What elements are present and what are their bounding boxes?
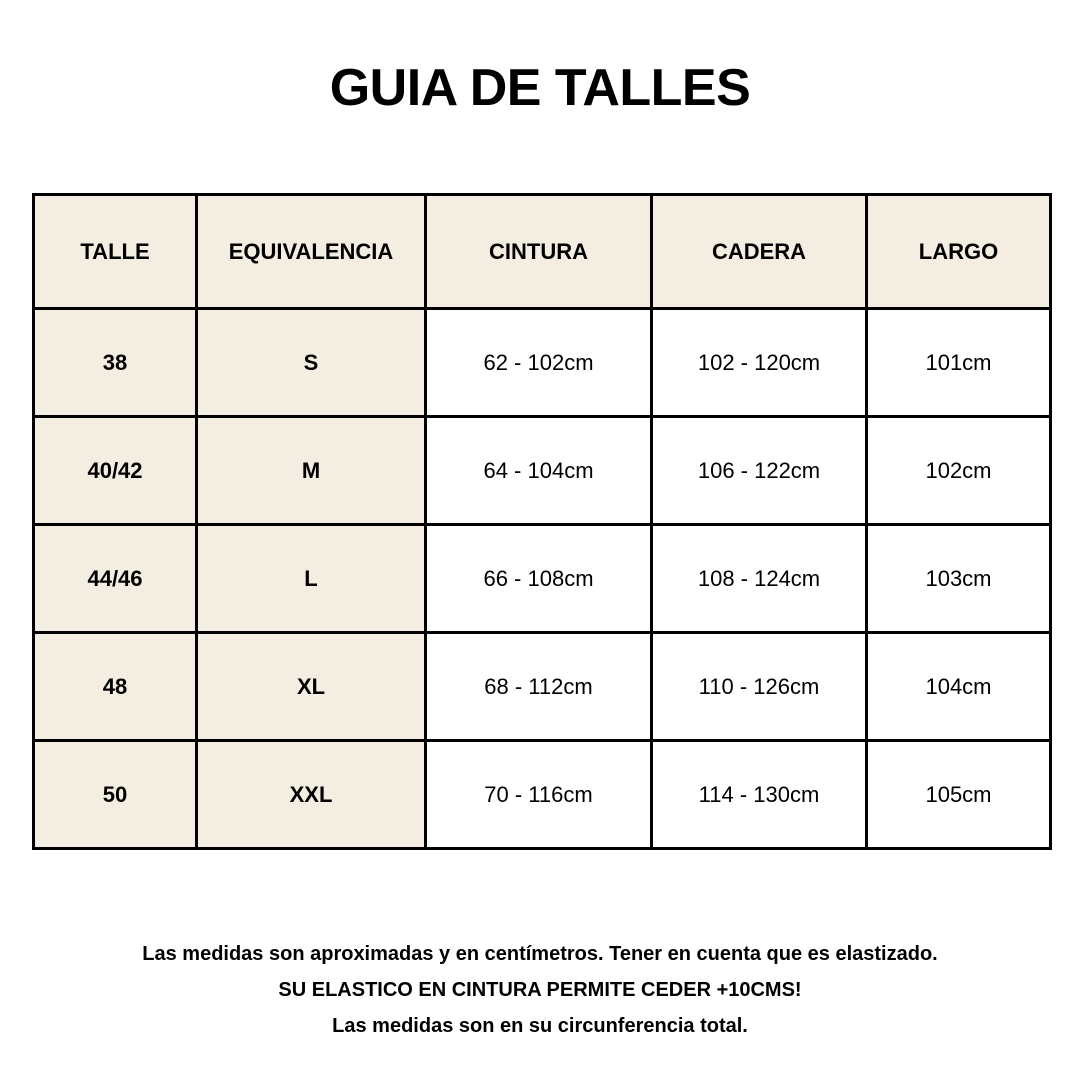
header-cintura: CINTURA [426,195,652,309]
size-guide-table [32,193,1052,850]
cell-cadera: 102 - 120cm [652,309,867,417]
cell-cintura: 70 - 116cm [426,741,652,849]
table-row [34,309,1051,417]
header-largo: LARGO [867,195,1051,309]
note-elastic-waist: SU ELASTICO EN CINTURA PERMITE CEDER +10CMS! [278,979,802,1001]
cell-talle: 40/42 [34,417,197,525]
table-header-row [34,195,1051,309]
cell-cintura: 66 - 108cm [426,525,652,633]
table-row [34,633,1051,741]
table-row [34,417,1051,525]
header-cadera: CADERA [652,195,867,309]
cell-talle: 38 [34,309,197,417]
cell-talle: 50 [34,741,197,849]
cell-cintura: 62 - 102cm [426,309,652,417]
cell-cadera: 114 - 130cm [652,741,867,849]
cell-largo: 105cm [867,741,1051,849]
cell-equivalencia: L [197,525,426,633]
cell-equivalencia: XL [197,633,426,741]
table-row [34,525,1051,633]
cell-equivalencia: XXL [197,741,426,849]
note-circumference: Las medidas son en su circunferencia total. [332,1015,748,1037]
cell-cadera: 108 - 124cm [652,525,867,633]
note-approximate-measures: Las medidas son aproximadas y en centímetros. Tener en cuenta que es elastizado. [142,943,938,965]
header-talle: TALLE [34,195,197,309]
header-equivalencia: EQUIVALENCIA [197,195,426,309]
cell-largo: 103cm [867,525,1051,633]
cell-largo: 101cm [867,309,1051,417]
cell-talle: 48 [34,633,197,741]
page-title: GUIA DE TALLES [329,59,751,117]
cell-cintura: 68 - 112cm [426,633,652,741]
table-row [34,741,1051,849]
cell-largo: 102cm [867,417,1051,525]
cell-cintura: 64 - 104cm [426,417,652,525]
cell-cadera: 106 - 122cm [652,417,867,525]
cell-equivalencia: M [197,417,426,525]
cell-cadera: 110 - 126cm [652,633,867,741]
footnotes [0,936,1080,1044]
cell-equivalencia: S [197,309,426,417]
cell-talle: 44/46 [34,525,197,633]
cell-largo: 104cm [867,633,1051,741]
